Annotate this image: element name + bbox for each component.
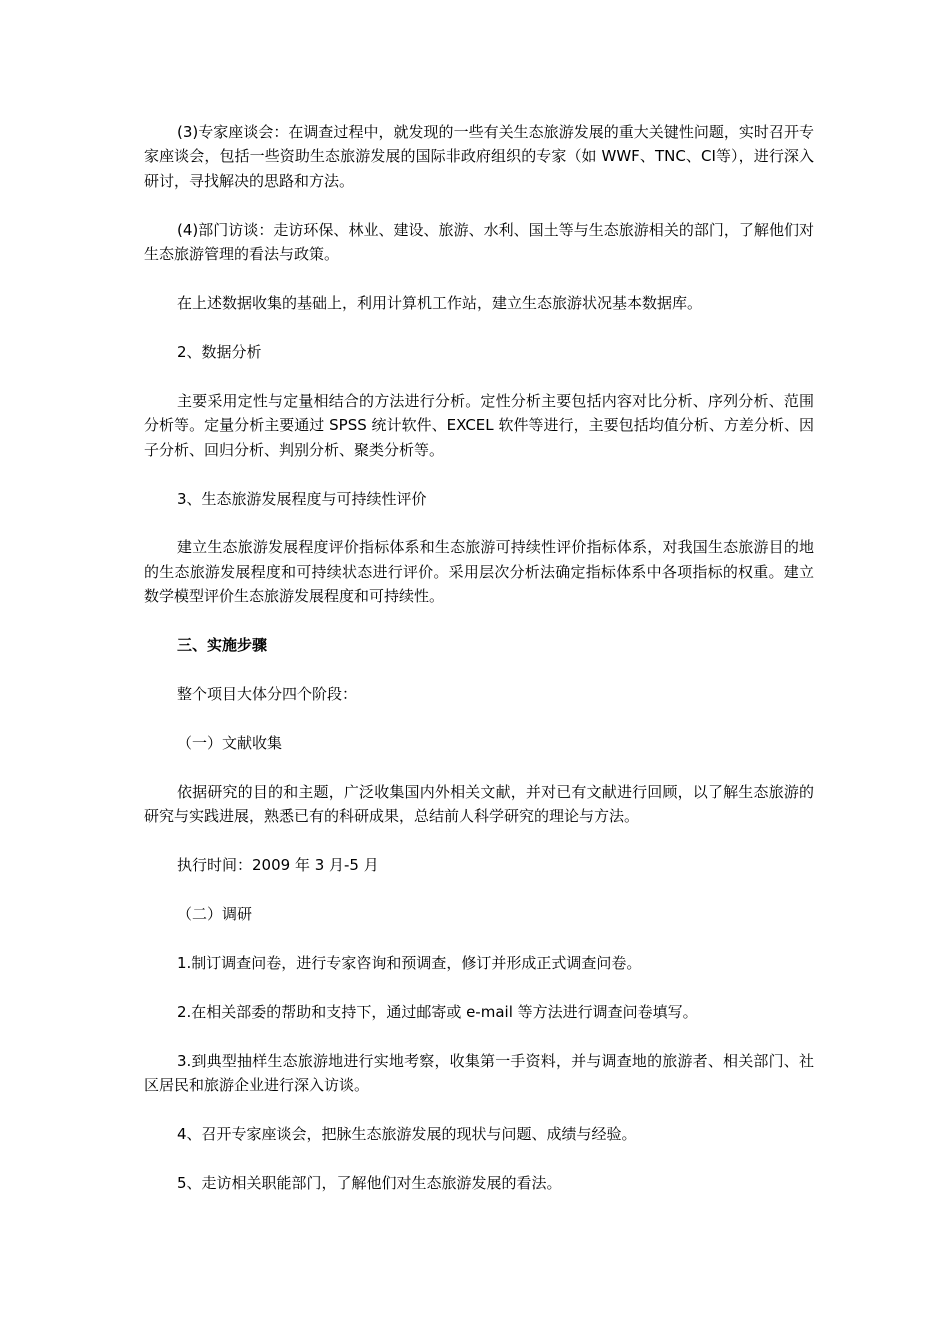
list-item-field-survey: 3.到典型抽样生态旅游地进行实地考察，收集第一手资料，并与调查地的旅游者、相关部门、社区居民和旅游企业进行深入访谈。	[144, 1051, 814, 1095]
subheading-data-analysis: 2、数据分析	[177, 342, 262, 361]
subheading-evaluation: 3、生态旅游发展程度与可持续性评价	[177, 489, 427, 508]
document-page	[144, 120, 814, 1195]
paragraph-analysis-methods: 主要采用定性与定量相结合的方法进行分析。定性分析主要包括内容对比分析、序列分析、范围分析等。定量分析主要通过 SPSS 统计软件、EXCEL 软件等进行，主要包括均值分析、方差分析、因子分析、回归分析、判别分析、聚类分析等。	[144, 391, 814, 459]
paragraph-four-stages: 整个项目大体分四个阶段：	[177, 685, 358, 704]
paragraph-database: 在上述数据收集的基础上，利用计算机工作站，建立生态旅游状况基本数据库。	[177, 294, 703, 313]
paragraph-literature-review: 依据研究的目的和主题，广泛收集国内外相关文献，并对已有文献进行回顾，以了解生态旅游的研究与实践进展，熟悉已有的科研成果，总结前人科学研究的理论与方法。	[144, 782, 814, 826]
list-item-symposium: 4、召开专家座谈会，把脉生态旅游发展的现状与问题、成绩与经验。	[177, 1125, 637, 1144]
list-item-department-visit: 5、走访相关职能部门，了解他们对生态旅游发展的看法。	[177, 1174, 562, 1193]
list-item-questionnaire: 1.制订调查问卷，进行专家咨询和预调查，修订并形成正式调查问卷。	[177, 954, 642, 973]
paragraph-department-interview: (4)部门访谈：走访环保、林业、建设、旅游、水利、国土等与生态旅游相关的部门，了解他们对生态旅游管理的看法与政策。	[144, 220, 814, 264]
section-heading-implementation: 三、实施步骤	[177, 636, 268, 655]
subheading-research: （二）调研	[177, 905, 253, 924]
paragraph-execution-time: 执行时间：2009 年 3 月-5 月	[177, 856, 379, 875]
paragraph-evaluation-system: 建立生态旅游发展程度评价指标体系和生态旅游可持续性评价指标体系，对我国生态旅游目的地的生态旅游发展程度和可持续状态进行评价。采用层次分析法确定指标体系中各项指标的权重。建立数学模型评价生态旅游发展程度和可持续性。	[144, 538, 814, 606]
list-item-mail-survey: 2.在相关部委的帮助和支持下，通过邮寄或 e-mail 等方法进行调查问卷填写。	[177, 1002, 698, 1021]
subheading-literature: （一）文献收集	[177, 734, 283, 752]
paragraph-expert-symposium: (3)专家座谈会：在调查过程中，就发现的一些有关生态旅游发展的重大关键性问题，实时召开专家座谈会，包括一些资助生态旅游发展的国际非政府组织的专家（如 WWF、TNC、CI等），进行深入研讨，寻找解决的思路和方法。	[144, 123, 814, 190]
